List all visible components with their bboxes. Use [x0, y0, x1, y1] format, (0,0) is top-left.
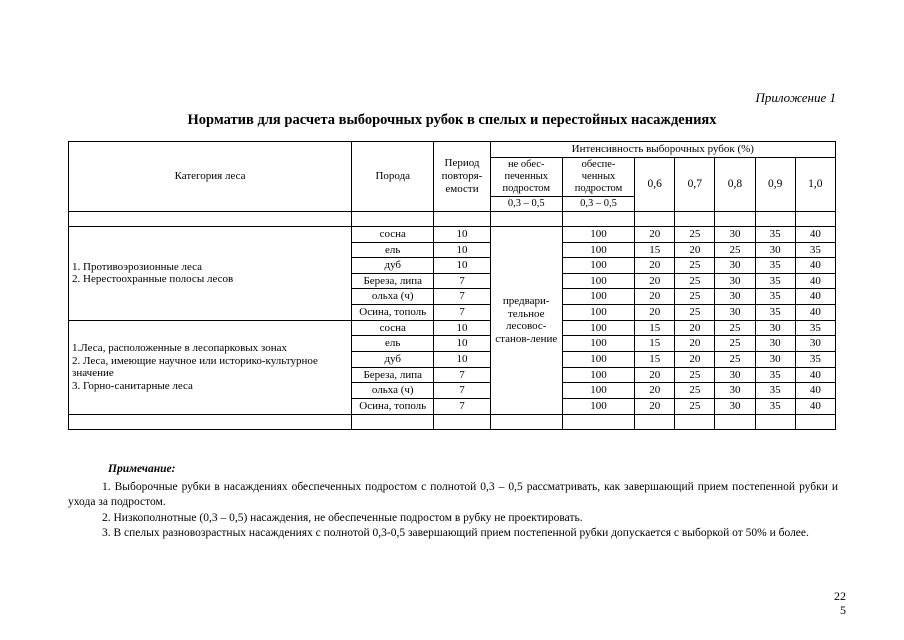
spacer-cell	[755, 414, 795, 429]
table-spacer-row-bottom	[69, 414, 836, 429]
provided-value: 100	[562, 398, 634, 414]
table-row	[69, 226, 836, 242]
period-cell: 10	[434, 258, 490, 274]
intensity-value: 40	[795, 383, 835, 399]
intensity-value: 20	[635, 258, 675, 274]
header-col-09: 0,9	[755, 157, 795, 211]
page-footer	[834, 590, 846, 618]
spacer-cell	[69, 211, 352, 226]
intensity-value: 25	[715, 242, 755, 258]
header-not-provided-range: 0,3 – 0,5	[490, 196, 562, 211]
table-header-row-1	[69, 142, 836, 158]
header-col-06: 0,6	[635, 157, 675, 211]
page-sub-number: 5	[840, 603, 846, 618]
spacer-cell	[434, 211, 490, 226]
intensity-value: 20	[635, 226, 675, 242]
not-provided-merged-label: предвари-тельное лесовос-станов-ление	[490, 226, 562, 414]
category-line: 1.Леса, расположенные в лесопарковых зонах	[72, 341, 287, 354]
intensity-value: 35	[795, 242, 835, 258]
spacer-cell	[562, 414, 634, 429]
period-cell: 7	[434, 289, 490, 305]
header-period: Период повторя-емости	[434, 142, 490, 212]
intensity-value: 30	[755, 352, 795, 368]
intensity-value: 25	[675, 289, 715, 305]
provided-value: 100	[562, 352, 634, 368]
note-title: Примечание:	[108, 463, 176, 475]
intensity-value: 25	[675, 273, 715, 289]
period-cell: 10	[434, 226, 490, 242]
note-item-1: 1. Выборочные рубки в насаждениях обеспеченных подростом с полнотой 0,3 – 0,5 рассматривать, как завершающий прием постепенной рубки и ухода за подростом.	[68, 480, 838, 509]
period-cell: 10	[434, 242, 490, 258]
intensity-value: 20	[635, 289, 675, 305]
intensity-value: 40	[795, 398, 835, 414]
intensity-value: 15	[635, 320, 675, 336]
header-provided: обеспе-ченных подростом	[562, 157, 634, 196]
intensity-value: 30	[755, 320, 795, 336]
provided-value: 100	[562, 258, 634, 274]
intensity-value: 30	[715, 289, 755, 305]
spacer-cell	[434, 414, 490, 429]
intensity-value: 30	[715, 383, 755, 399]
species-cell: Осина, тополь	[352, 398, 434, 414]
intensity-value: 35	[795, 352, 835, 368]
intensity-value: 35	[755, 226, 795, 242]
provided-value: 100	[562, 305, 634, 321]
intensity-value: 35	[755, 398, 795, 414]
intensity-value: 35	[795, 320, 835, 336]
intensity-value: 25	[715, 320, 755, 336]
note-item-3: 3. В спелых разновозрастных насаждениях с полнотой 0,3-0,5 завершающий прием постепенной рубки допускается с выборкой от 50% и более.	[102, 527, 809, 540]
header-species: Порода	[352, 142, 434, 212]
intensity-value: 20	[675, 352, 715, 368]
header-col-10: 1,0	[795, 157, 835, 211]
spacer-cell	[675, 211, 715, 226]
category-line: 2. Леса, имеющие научное или историко-культурное значение	[72, 354, 318, 380]
intensity-value: 30	[755, 336, 795, 352]
provided-value: 100	[562, 383, 634, 399]
header-col-08: 0,8	[715, 157, 755, 211]
spacer-cell	[795, 414, 835, 429]
spacer-cell	[635, 414, 675, 429]
spacer-cell	[635, 211, 675, 226]
header-category: Категория леса	[69, 142, 352, 212]
spacer-cell	[490, 211, 562, 226]
intensity-value: 30	[795, 336, 835, 352]
intensity-value: 30	[715, 305, 755, 321]
norms-table	[68, 141, 836, 430]
species-cell: дуб	[352, 258, 434, 274]
period-cell: 10	[434, 320, 490, 336]
spacer-cell	[715, 211, 755, 226]
intensity-value: 25	[715, 336, 755, 352]
intensity-value: 30	[715, 273, 755, 289]
intensity-value: 25	[715, 352, 755, 368]
table-spacer-row-top	[69, 211, 836, 226]
provided-value: 100	[562, 242, 634, 258]
spacer-cell	[755, 211, 795, 226]
intensity-value: 35	[755, 273, 795, 289]
intensity-value: 25	[675, 367, 715, 383]
intensity-value: 35	[755, 289, 795, 305]
intensity-value: 15	[635, 242, 675, 258]
spacer-cell	[352, 414, 434, 429]
species-cell: Береза, липа	[352, 367, 434, 383]
category-line: 3. Горно-санитарные леса	[72, 379, 193, 392]
note-block	[68, 462, 838, 542]
note-item-2: 2. Низкополнотные (0,3 – 0,5) насаждения, не обеспеченные подростом в рубку не проектировать.	[102, 511, 583, 524]
spacer-cell	[675, 414, 715, 429]
period-cell: 10	[434, 336, 490, 352]
spacer-cell	[490, 414, 562, 429]
species-cell: сосна	[352, 320, 434, 336]
header-col-07: 0,7	[675, 157, 715, 211]
period-cell: 7	[434, 273, 490, 289]
category-line: 1. Противоэрозионные леса	[72, 260, 203, 273]
intensity-value: 35	[755, 258, 795, 274]
provided-value: 100	[562, 273, 634, 289]
intensity-value: 20	[635, 305, 675, 321]
intensity-value: 35	[755, 383, 795, 399]
table-row	[69, 320, 836, 336]
intensity-value: 20	[635, 383, 675, 399]
intensity-value: 40	[795, 226, 835, 242]
period-cell: 10	[434, 352, 490, 368]
species-cell: ольха (ч)	[352, 383, 434, 399]
intensity-value: 25	[675, 383, 715, 399]
intensity-value: 35	[755, 367, 795, 383]
provided-value: 100	[562, 336, 634, 352]
species-cell: Береза, липа	[352, 273, 434, 289]
intensity-value: 30	[715, 367, 755, 383]
spacer-cell	[795, 211, 835, 226]
spacer-cell	[69, 414, 352, 429]
intensity-value: 40	[795, 289, 835, 305]
intensity-value: 15	[635, 352, 675, 368]
intensity-value: 40	[795, 305, 835, 321]
category-cell-group2	[69, 320, 352, 414]
intensity-value: 40	[795, 367, 835, 383]
header-provided-range: 0,3 – 0,5	[562, 196, 634, 211]
appendix-label: Приложение 1	[755, 90, 836, 105]
intensity-value: 15	[635, 336, 675, 352]
period-cell: 7	[434, 383, 490, 399]
intensity-value: 40	[795, 258, 835, 274]
intensity-value: 40	[795, 273, 835, 289]
category-cell-group1	[69, 226, 352, 320]
provided-value: 100	[562, 289, 634, 305]
intensity-value: 20	[635, 367, 675, 383]
intensity-value: 30	[715, 226, 755, 242]
species-cell: ель	[352, 336, 434, 352]
intensity-value: 20	[635, 273, 675, 289]
page-number: 22	[834, 589, 846, 604]
period-cell: 7	[434, 305, 490, 321]
intensity-value: 30	[755, 242, 795, 258]
intensity-value: 30	[715, 398, 755, 414]
intensity-value: 30	[715, 258, 755, 274]
intensity-value: 25	[675, 258, 715, 274]
spacer-cell	[715, 414, 755, 429]
intensity-value: 25	[675, 398, 715, 414]
species-cell: сосна	[352, 226, 434, 242]
category-line: 2. Нерестоохранные полосы лесов	[72, 273, 234, 286]
species-cell: ель	[352, 242, 434, 258]
intensity-value: 25	[675, 226, 715, 242]
intensity-value: 20	[675, 242, 715, 258]
header-intensity-group: Интенсивность выборочных рубок (%)	[490, 142, 835, 158]
intensity-value: 20	[675, 336, 715, 352]
spacer-cell	[352, 211, 434, 226]
intensity-value: 20	[675, 320, 715, 336]
species-cell: дуб	[352, 352, 434, 368]
species-cell: Осина, тополь	[352, 305, 434, 321]
header-not-provided: не обес-печенных подростом	[490, 157, 562, 196]
provided-value: 100	[562, 367, 634, 383]
intensity-value: 20	[635, 398, 675, 414]
provided-value: 100	[562, 226, 634, 242]
intensity-value: 35	[755, 305, 795, 321]
intensity-value: 25	[675, 305, 715, 321]
period-cell: 7	[434, 398, 490, 414]
page-title: Норматив для расчета выборочных рубок в спелых и перестойных насаждениях	[187, 112, 717, 128]
provided-value: 100	[562, 320, 634, 336]
spacer-cell	[562, 211, 634, 226]
period-cell: 7	[434, 367, 490, 383]
species-cell: ольха (ч)	[352, 289, 434, 305]
